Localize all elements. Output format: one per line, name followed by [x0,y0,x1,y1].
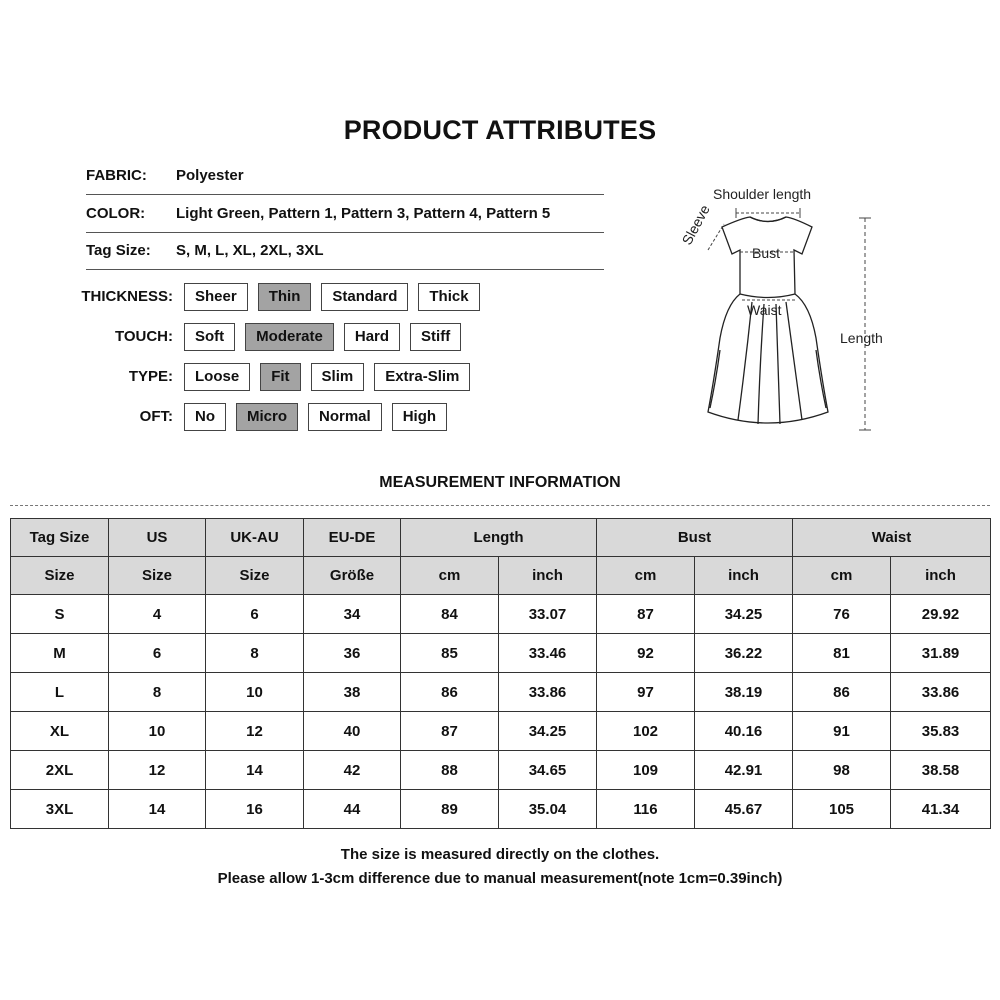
option-high: High [392,403,447,431]
table-cell: 34 [304,595,401,634]
option-row-type [60,361,480,392]
option-stiff: Stiff [410,323,461,351]
table-cell: 12 [206,712,304,751]
table-cell: 97 [597,673,695,712]
shoulder-length-label: Shoulder length [713,186,812,202]
table-row [11,595,991,634]
table-cell: 14 [109,790,206,829]
waist-label: Waist [747,302,782,318]
table-cell: 36.22 [695,634,793,673]
sleeve-label: Sleeve [678,202,713,248]
table-cell: 81 [793,634,891,673]
option-thin-selected: Thin [258,283,312,311]
table-row [11,751,991,790]
table-cell: 4 [109,595,206,634]
table-cell: S [11,595,109,634]
table-cell: 16 [206,790,304,829]
option-label: TOUCH: [114,328,173,345]
table-cell: 36 [304,634,401,673]
header-cell: Size [11,557,109,595]
header-cell: inch [695,557,793,595]
header-cell: cm [597,557,695,595]
table-cell: 6 [109,634,206,673]
tag-size-label: Tag Size: [86,242,151,259]
table-cell: XL [11,712,109,751]
table-cell: 8 [206,634,304,673]
table-cell: 84 [401,595,499,634]
header-cell: Bust [597,519,793,557]
table-cell: 33.86 [499,673,597,712]
table-cell: 3XL [11,790,109,829]
table-cell: 92 [597,634,695,673]
table-header-row-2 [11,557,991,595]
header-cell: Length [401,519,597,557]
table-cell: 38.58 [891,751,991,790]
table-cell: 86 [401,673,499,712]
table-cell: 35.83 [891,712,991,751]
option-row-oft [60,401,457,432]
option-slim: Slim [311,363,365,391]
table-cell: 89 [401,790,499,829]
option-soft: Soft [184,323,235,351]
table-cell: 40.16 [695,712,793,751]
header-cell: Size [206,557,304,595]
table-cell: 42.91 [695,751,793,790]
table-cell: 102 [597,712,695,751]
table-cell: 8 [109,673,206,712]
table-cell: 31.89 [891,634,991,673]
tag-size-value: S, M, L, XL, 2XL, 3XL [176,242,324,259]
table-cell: 6 [206,595,304,634]
header-cell: Tag Size [11,519,109,557]
header-cell: EU-DE [304,519,401,557]
option-label: THICKNESS: [81,288,173,305]
table-header-row-1 [11,519,991,557]
option-micro-selected: Micro [236,403,298,431]
header-cell: UK-AU [206,519,304,557]
option-hard: Hard [344,323,400,351]
tag-size-row [86,232,604,270]
table-row [11,790,991,829]
table-cell: 105 [793,790,891,829]
header-cell: US [109,519,206,557]
table-cell: 35.04 [499,790,597,829]
table-cell: 76 [793,595,891,634]
table-cell: 33.07 [499,595,597,634]
option-thick: Thick [418,283,479,311]
color-value: Light Green, Pattern 1, Pattern 3, Pattern 4, Pattern 5 [176,205,551,222]
table-cell: 33.86 [891,673,991,712]
table-cell: 29.92 [891,595,991,634]
fabric-value: Polyester [176,167,244,184]
measurement-title: MEASUREMENT INFORMATION [379,474,621,491]
header-cell: inch [499,557,597,595]
header-cell: cm [401,557,499,595]
table-cell: 34.25 [695,595,793,634]
option-sheer: Sheer [184,283,248,311]
option-row-touch [60,321,471,352]
header-cell: cm [793,557,891,595]
table-cell: 41.34 [891,790,991,829]
table-cell: M [11,634,109,673]
table-row [11,673,991,712]
page-title: PRODUCT ATTRIBUTES [343,115,657,145]
table-cell: 88 [401,751,499,790]
table-cell: 98 [793,751,891,790]
table-cell: 44 [304,790,401,829]
table-cell: 10 [109,712,206,751]
option-label: TYPE: [128,368,173,385]
dress-neckline [750,217,786,222]
table-cell: 45.67 [695,790,793,829]
table-cell: 42 [304,751,401,790]
sleeve-arrow [708,224,724,250]
table-cell: 38.19 [695,673,793,712]
table-cell: 10 [206,673,304,712]
option-moderate-selected: Moderate [245,323,334,351]
footer-note-1: The size is measured directly on the clothes. [340,846,660,863]
table-row [11,634,991,673]
option-row-thickness [60,281,490,312]
dashed-divider [10,505,990,506]
table-cell: 2XL [11,751,109,790]
header-cell: Waist [793,519,991,557]
table-cell: 87 [597,595,695,634]
option-loose: Loose [184,363,250,391]
measurement-table [10,518,991,829]
option-normal: Normal [308,403,382,431]
table-cell: 33.46 [499,634,597,673]
measurement-table-body [11,519,991,829]
dress-measurement-diagram [660,180,920,440]
option-extra-slim: Extra-Slim [374,363,470,391]
table-cell: 14 [206,751,304,790]
header-cell: Size [109,557,206,595]
option-label: OFT: [139,408,173,425]
table-cell: 34.65 [499,751,597,790]
footer-note-2: Please allow 1-3cm difference due to manual measurement(note 1cm=0.39inch) [217,870,783,887]
color-row [86,195,604,233]
table-cell: 109 [597,751,695,790]
table-cell: 38 [304,673,401,712]
color-label: COLOR: [86,205,146,222]
option-standard: Standard [321,283,408,311]
option-fit-selected: Fit [260,363,300,391]
table-cell: 87 [401,712,499,751]
table-row [11,712,991,751]
option-no: No [184,403,226,431]
table-cell: 91 [793,712,891,751]
length-label: Length [840,330,883,346]
table-cell: 12 [109,751,206,790]
table-cell: 34.25 [499,712,597,751]
table-cell: 40 [304,712,401,751]
table-cell: L [11,673,109,712]
header-cell: Größe [304,557,401,595]
fabric-label: FABRIC: [86,167,147,184]
table-cell: 86 [793,673,891,712]
bust-label: Bust [752,245,781,261]
table-cell: 85 [401,634,499,673]
fabric-row [86,157,604,195]
table-cell: 116 [597,790,695,829]
header-cell: inch [891,557,991,595]
